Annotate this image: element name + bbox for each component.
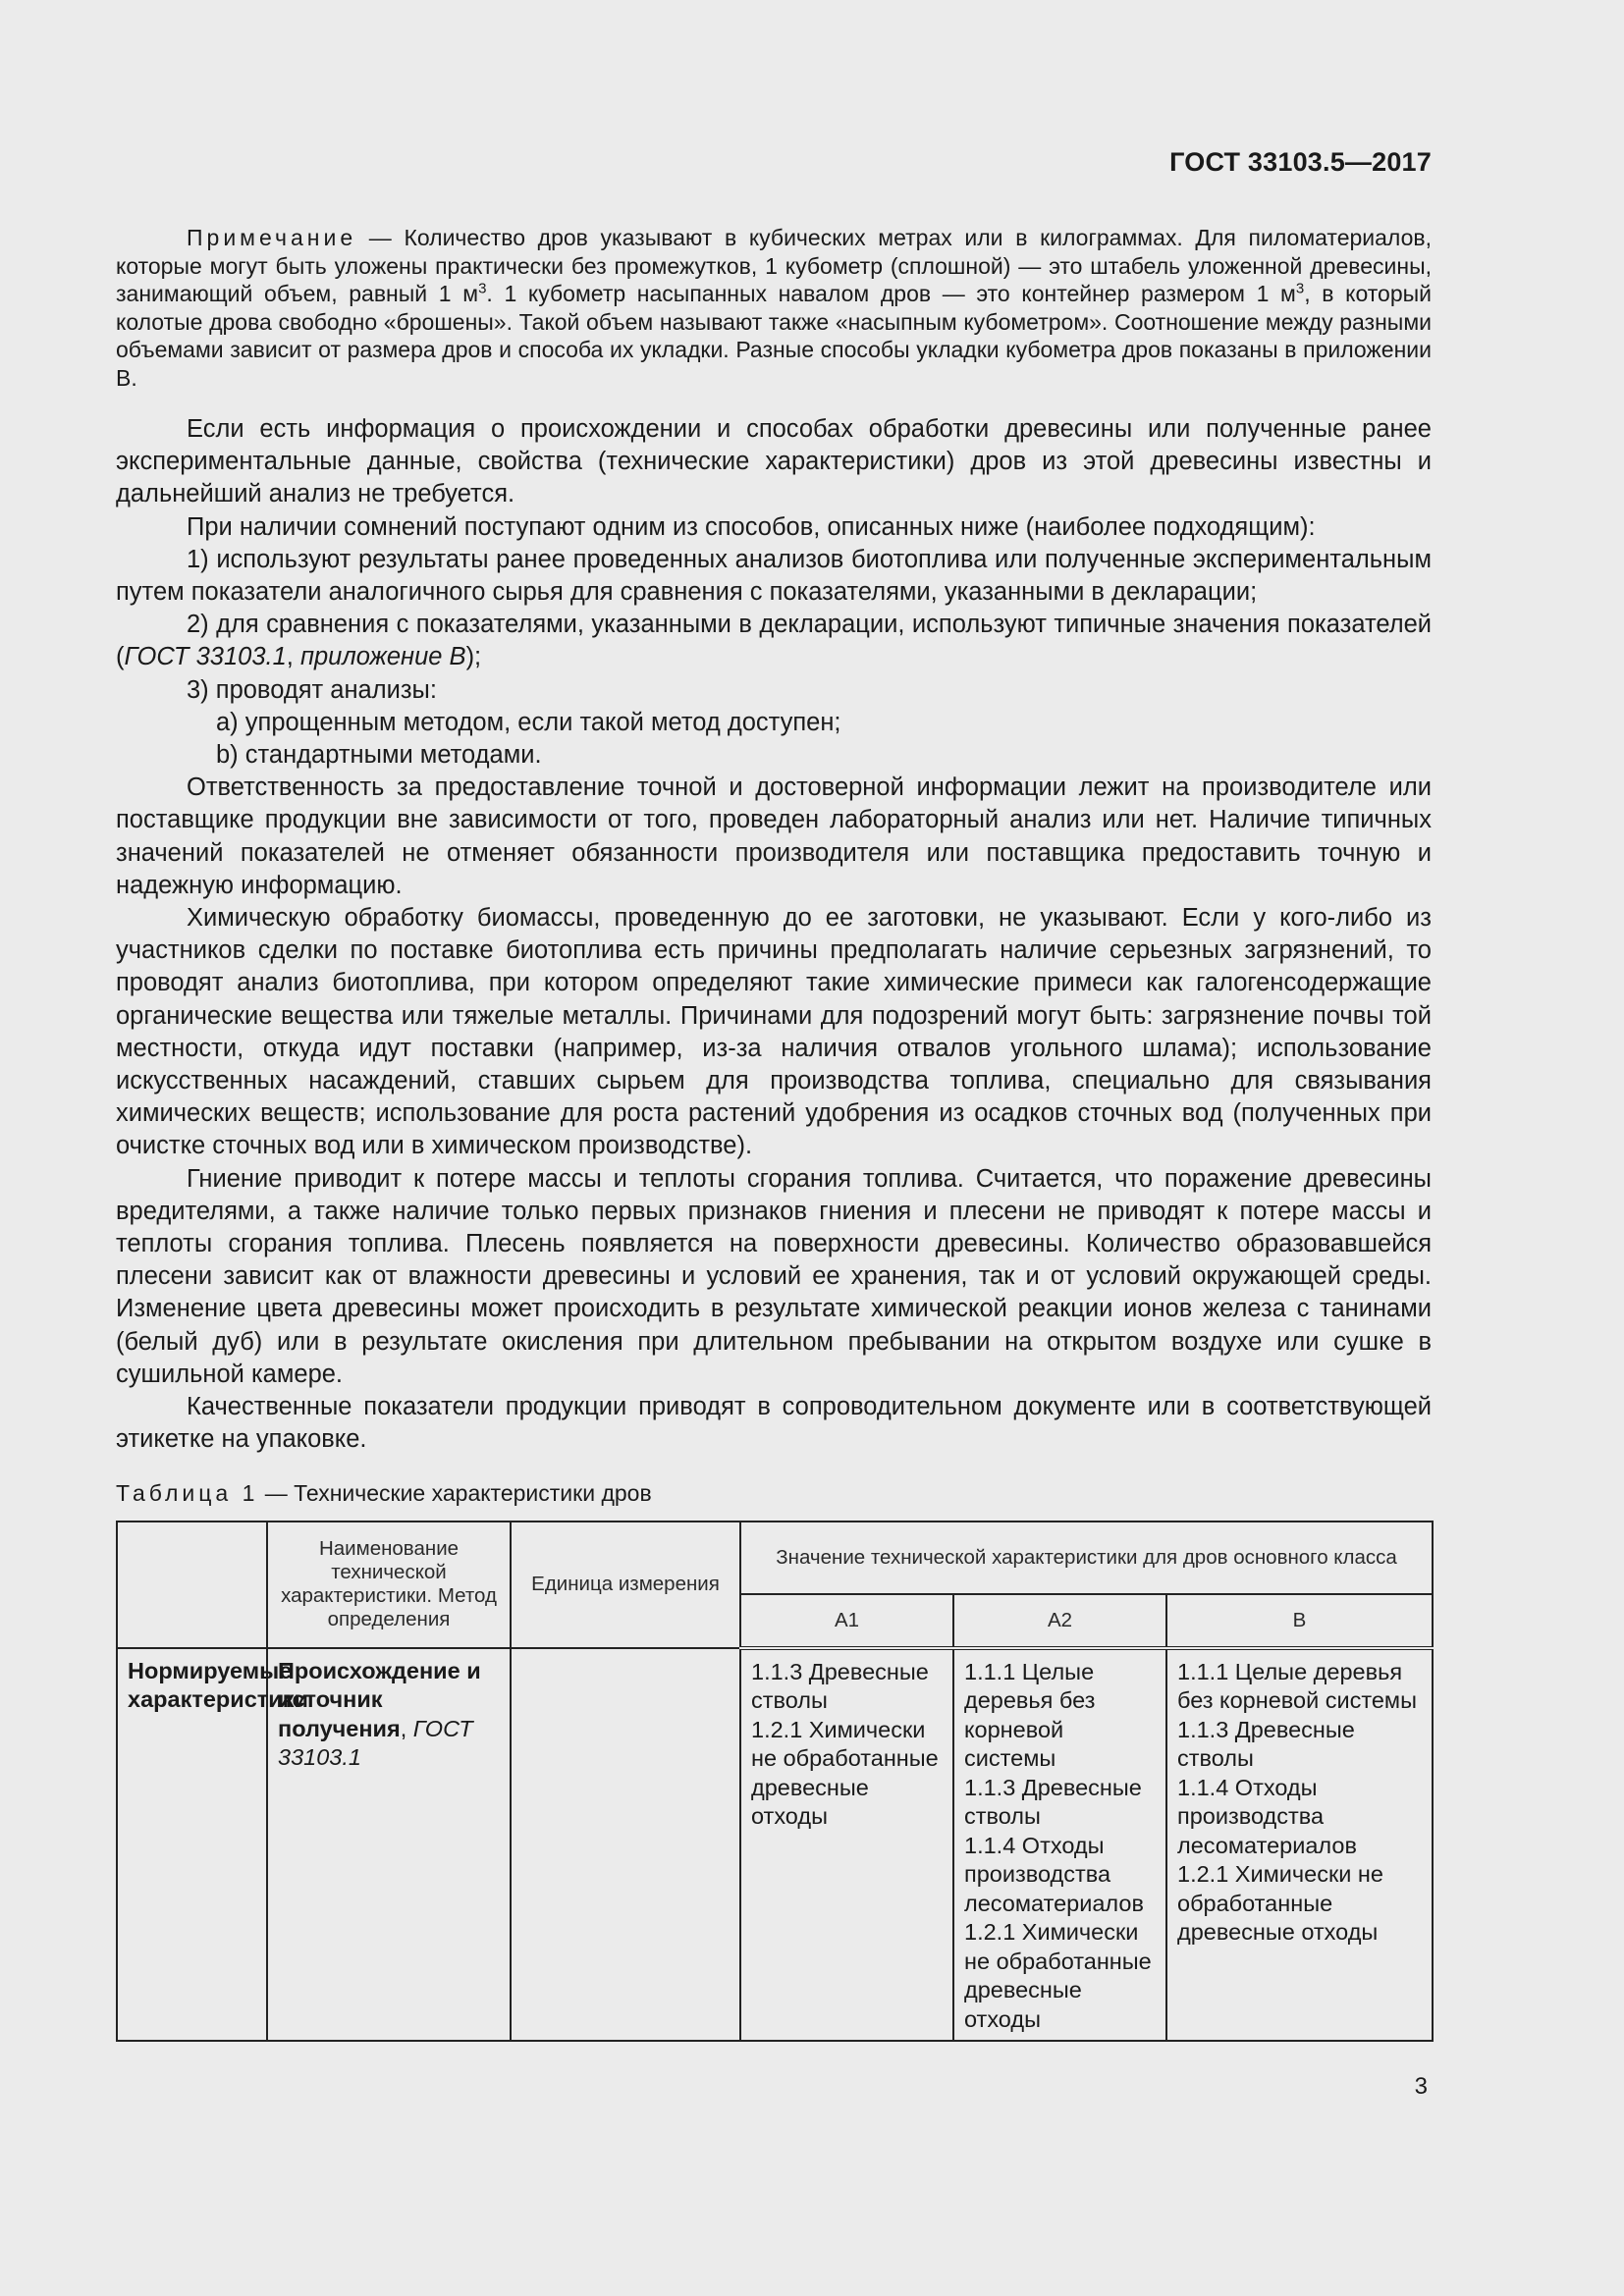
list-item-1: 1) используют результаты ранее проведенных анализов биотоплива или полученные экспериментальным путем показатели аналогичного сырья для сравнения с показателями, указанными в декларации;: [116, 545, 1432, 607]
list-item: 1.2.1 Химически не обработанные древесные отходы: [1177, 1861, 1383, 1945]
cell-name-ref: ГОСТ 33103.1: [278, 1715, 473, 1770]
header-b: В: [1166, 1594, 1433, 1648]
page-number: 3: [1414, 2073, 1428, 2100]
cell-name-bold: Происхождение и источник получения: [278, 1657, 481, 1741]
document-header: ГОСТ 33103.5—2017: [1169, 147, 1432, 177]
cell-b: [1166, 1648, 1433, 2042]
list-item-2-text-b: ,: [286, 643, 300, 671]
list-item: 1.2.1 Химически не обработанные древесные отходы: [751, 1716, 939, 1829]
header-unit: Единица измерения: [511, 1522, 740, 1648]
note-sup-2: 3: [1295, 280, 1305, 297]
list-item: 1.1.1 Целые деревья без корневой системы: [1177, 1658, 1417, 1713]
list-item: 1.1.3 Древесные стволы: [751, 1658, 929, 1713]
header-a1: А1: [740, 1594, 953, 1648]
table-row: [117, 1648, 1433, 2042]
list-item-2-ref: ГОСТ 33103.1: [124, 643, 287, 671]
paragraph-decay: Гниение приводит к потере массы и теплоты сгорания топлива. Считается, что поражение древесины вредителями, а также наличие только первых признаков гниения и плесени не приводят к потере массы и теплоты сгорания топлива. Плесень появляется на поверхности древесины. Количество образовавшейся плесени зависит как от влажности древесины и условий ее хранения, так и от условий окружающей среды. Изменение цвета древесины может происходить в результате химической реакции ионов железа с танинами (белый дуб) или в результате окисления при длительном пребывании на открытом воздухе или сушке в сушильной камере.: [116, 1164, 1432, 1388]
paragraph-quality: Качественные показатели продукции приводят в сопроводительном документе или в соответствующей этикетке на упаковке.: [116, 1393, 1432, 1454]
cell-category: Нормируемые характеристики: [117, 1648, 267, 2042]
specs-table: [116, 1521, 1434, 2043]
cell-name: [267, 1648, 511, 2042]
page-content: [116, 224, 1432, 2042]
list-item: 1.1.3 Древесные стволы: [964, 1774, 1142, 1829]
table-caption: [116, 1480, 1432, 1507]
list-item: 1.1.1 Целые деревья без корневой системы: [964, 1658, 1096, 1771]
list-item: 1.1.3 Древесные стволы: [1177, 1716, 1355, 1771]
list-subitem-a: a) упрощенным методом, если такой метод доступен;: [216, 708, 841, 736]
list-item-2-ref2: приложение В: [299, 643, 466, 671]
paragraph-responsibility: Ответственность за предоставление точной и достоверной информации лежит на производителе или поставщике продукции вне зависимости от того, проведен лабораторный анализ или нет. Наличие типичных значений показателей не отменяет обязанности производителя или поставщика предоставить точную и надежную информацию.: [116, 774, 1432, 899]
list-item-3: 3) проводят анализы:: [187, 675, 437, 704]
list-item: 1.1.4 Отходы производства лесоматериалов: [964, 1832, 1144, 1916]
header-name: Наименование технической характеристики. Метод определения: [267, 1522, 511, 1648]
note-text-3: , в который колотые дрова свободно «брошены». Такой объем называют также «насыпным кубометром». Соотношение между разными объемами зависит от размера дров и способа их укладки. Разные способы укладки кубометра дров показаны в приложении В.: [116, 281, 1432, 391]
list-item-2-text-a: 2) для сравнения с показателями, указанными в декларации, используют типичные значения показателей (: [116, 611, 1432, 671]
note-text-1: — Количество дров указывают в кубических метрах или в килограммах. Для пиломатериалов, которые могут быть уложены практически без промежутков, 1 кубометр (сплошной) — это штабель уложенной древесины, занимающий объем, равный 1 м: [116, 225, 1432, 306]
list-item: 1.2.1 Химически не обработанные древесные отходы: [964, 1919, 1152, 2032]
list-item-2-text-c: );: [465, 643, 482, 671]
cell-name-sep: ,: [400, 1715, 413, 1741]
table-caption-label: Таблица 1: [116, 1479, 259, 1506]
paragraph-chemical: Химическую обработку биомассы, проведенную до ее заготовки, не указывают. Если у кого-либо из участников сделки по поставке биотоплива есть причины предполагать наличие серьезных загрязнений, то проводят анализ биотоплива, при котором определяют такие химические примеси как галогенсодержащие органические вещества или тяжелые металлы. Причинами для подозрений могут быть: загрязнение почвы той местности, откуда идут поставки (например, из-за наличия отвалов угольного шлама); использование искусственных насаждений, ставших сырьем для производства топлива, специально для связывания химических веществ; использование для роста растений удобрения из осадков сточных вод (полученных при очистке сточных вод или в химическом производстве).: [116, 904, 1432, 1160]
list-item-2: [116, 609, 1432, 673]
note-paragraph: [116, 224, 1432, 392]
cell-a2: [953, 1648, 1166, 2042]
note-sup-1: 3: [478, 280, 487, 297]
cell-a1: [740, 1648, 953, 2042]
paragraph-1: Если есть информация о происхождении и способах обработки древесины или полученные ранее экспериментальные данные, свойства (технические характеристики) дров из этой древесины известны и дальнейший анализ не требуется.: [116, 415, 1432, 508]
list-subitem-b: b) стандартными методами.: [216, 741, 542, 770]
note-label: Примечание: [187, 225, 357, 250]
header-category: [117, 1522, 267, 1648]
table-caption-text: — Технические характеристики дров: [258, 1479, 652, 1506]
header-a2: А2: [953, 1594, 1166, 1648]
paragraph-2: При наличии сомнений поступают одним из способов, описанных ниже (наиболее подходящим):: [187, 512, 1316, 541]
header-value-group: Значение технической характеристики для дров основного класса: [740, 1522, 1433, 1594]
cell-unit: [511, 1648, 740, 2042]
note-text-2: . 1 кубометр насыпанных навалом дров — это контейнер размером 1 м: [486, 281, 1296, 306]
list-item: 1.1.4 Отходы производства лесоматериалов: [1177, 1774, 1357, 1858]
